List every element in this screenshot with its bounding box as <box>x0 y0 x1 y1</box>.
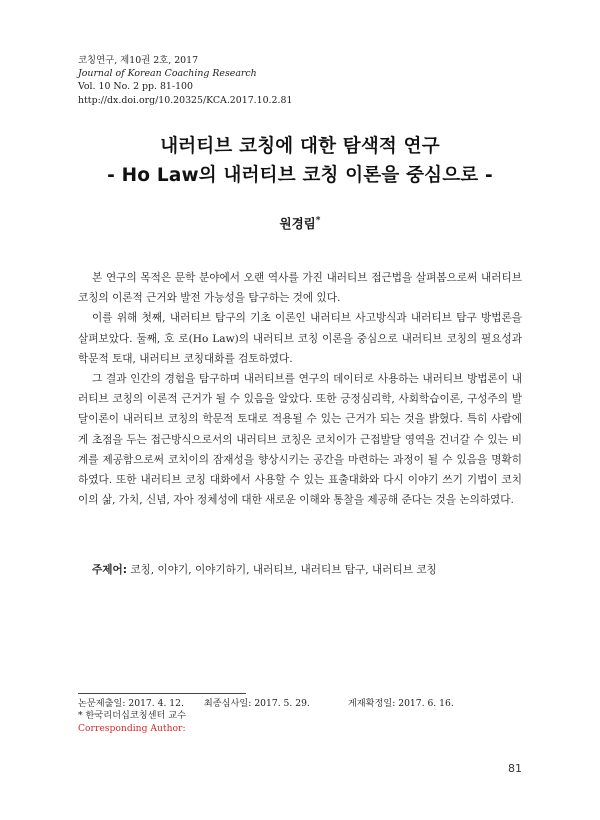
subtitle: - Ho Law의 내러티브 코칭 이론을 중심으로 - <box>107 165 493 186</box>
journal-issue-line: 코칭연구, 제10권 2호, 2017 <box>78 55 199 66</box>
footnotes <box>78 698 522 735</box>
keywords <box>92 562 522 578</box>
keywords-text: 코칭, 이야기, 이야기하기, 내러티브, 내러티브 탐구, 내러티브 코칭 <box>130 564 437 576</box>
reviewed-date: 최종심사일: 2017. 5. 29. <box>203 698 310 709</box>
corresponding-author: Corresponding Author: <box>78 722 186 734</box>
author-affiliation: * 한국리더십코칭센터 교수 <box>78 710 187 722</box>
journal-name: Journal of Korean Coaching Research <box>78 68 257 80</box>
abstract-paragraph: 본 연구의 목적은 문학 분야에서 오랜 역사를 가진 내러티브 접근법을 살펴봄으로써 내러티브 코칭의 이론적 근거와 발전 가능성을 탐구하는 것에 있다. <box>78 272 522 305</box>
submitted-date: 논문제출일: 2017. 4. 12. <box>78 698 184 709</box>
doi-link[interactable]: http://dx.doi.org/10.20325/KCA.2017.10.2.81 <box>78 94 293 106</box>
main-title: 내러티브 코칭에 대한 탐색적 연구 <box>160 136 440 157</box>
accepted-date: 게재확정일: 2017. 6. 16. <box>347 698 454 709</box>
author-name: 원경림 <box>279 216 316 231</box>
paper-title <box>0 132 600 190</box>
submission-dates <box>78 698 522 710</box>
author-footnote-mark: * <box>315 215 321 226</box>
abstract-paragraph: 그 결과 인간의 경험을 탐구하며 내러티브를 연구의 데이터로 사용하는 내러티브 방법론이 내러티브 코칭의 이론적 근거가 될 수 있음을 알았다. 또한 긍정심리학, 사회학습이론, 구성주의 발달이론이 내러티브 코칭의 학문적 토대로 적용될 수 있는 근거가 되는 것을 밝혔다. 특히 사람에게 초점을 두는 접근방식으로서의 내러티브 코칭은 코치이가 근접발달 영역을 건너갈 수 있는 비계를 제공함으로써 코치이의 잠재성을 향상시키는 공간을 마련하는 과정이 될 수 있음을 명확히 하였다. 또한 내러티브 코칭 대화에서 사용할 수 있는 표출대화와 다시 이야기 쓰기 기법이 코치이의 삶, 가치, 신념, 자아 정체성에 대한 새로운 이해와 통찰을 제공해 준다는 것을 논의하였다. <box>78 373 522 507</box>
journal-header <box>78 54 292 107</box>
keywords-label: 주제어: <box>92 564 127 576</box>
abstract-paragraph: 이를 위해 첫째, 내러티브 탐구의 기초 이론인 내러티브 사고방식과 내러티브 탐구 방법론을 살펴보았다. 둘째, 호 로(Ho Law)의 내러티브 코칭 이론을 중심으로 내러티브 코칭의 필요성과 학문적 토대, 내러티브 코칭대화를 검토하였다. <box>78 312 522 365</box>
footnote-divider <box>78 693 246 694</box>
page-number: 81 <box>508 762 522 775</box>
volume-pages: Vol. 10 No. 2 pp. 81-100 <box>78 81 193 93</box>
abstract <box>78 268 522 510</box>
author-line <box>0 214 600 232</box>
